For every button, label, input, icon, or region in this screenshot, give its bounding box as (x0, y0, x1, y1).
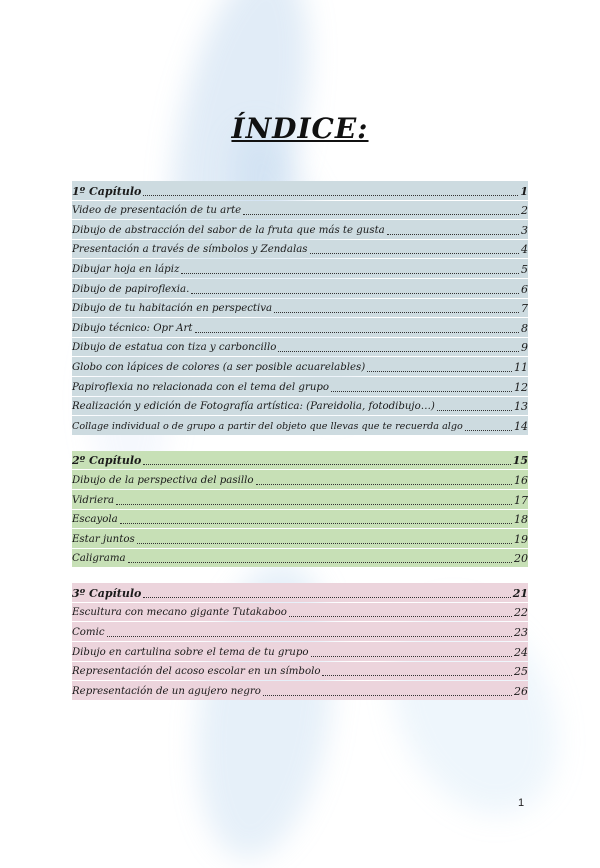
entry-page: 17 (514, 493, 528, 507)
section-heading[interactable] (72, 451, 528, 470)
entry-label: Collage individual o de grupo a partir del objeto que llevas que te recuerda algo (72, 420, 463, 432)
entry-label: Representación de un agujero negro (72, 685, 261, 697)
dot-leader (195, 331, 520, 333)
entry-label: Dibujo de estatua con tiza y carboncillo (72, 342, 277, 354)
toc-entry[interactable] (72, 357, 528, 376)
toc-entry[interactable] (72, 622, 528, 641)
dot-leader (137, 542, 512, 544)
toc-entry[interactable] (72, 220, 528, 239)
dot-leader (263, 694, 512, 696)
entry-page: 8 (521, 321, 528, 335)
toc-entry[interactable] (72, 318, 528, 337)
entry-page: 2 (521, 204, 528, 218)
toc-entry[interactable] (72, 529, 528, 548)
dot-leader (128, 561, 512, 563)
entry-page: 4 (521, 243, 528, 257)
dot-leader (331, 390, 512, 392)
entry-label: Comic (72, 627, 105, 639)
dot-leader (278, 350, 519, 352)
entry-label: Representación del acoso escolar en un símbolo (72, 666, 321, 678)
toc-entry[interactable] (72, 240, 528, 259)
toc-entry[interactable] (72, 397, 528, 416)
toc-entry[interactable] (72, 470, 528, 489)
section-heading[interactable] (72, 181, 528, 200)
entry-page: 18 (514, 513, 528, 527)
entry-page: 21 (512, 586, 528, 600)
entry-page: 20 (514, 552, 528, 566)
entry-label: Escultura con mecano gigante Tutakaboo (72, 607, 287, 619)
entry-page: 22 (514, 606, 528, 620)
entry-page: 12 (514, 380, 528, 394)
dot-leader (310, 252, 519, 254)
entry-page: 13 (514, 400, 528, 414)
entry-label: Dibujo de abstracción del sabor de la fruta que más te gusta (72, 224, 385, 236)
dot-leader (367, 370, 512, 372)
dot-leader (181, 272, 519, 274)
entry-label: Dibujo en cartulina sobre el tema de tu grupo (72, 646, 309, 658)
dot-leader (143, 596, 510, 598)
dot-leader (437, 409, 512, 411)
toc-entry[interactable] (72, 549, 528, 568)
toc-entry[interactable] (72, 338, 528, 357)
entry-label: 3º Capítulo (72, 586, 142, 600)
entry-label: Dibujar hoja en lápiz (72, 263, 180, 275)
entry-label: Caligrama (72, 553, 126, 565)
section-1 (72, 181, 528, 435)
entry-page: 11 (514, 360, 528, 374)
page-title: ÍNDICE: (231, 112, 369, 145)
entry-label: Globo con lápices de colores (a ser posible acuarelables) (72, 361, 366, 373)
entry-page: 26 (514, 684, 528, 698)
entry-label: Papiroflexia no relacionada con el tema del grupo (72, 381, 330, 393)
entry-label: Video de presentación de tu arte (72, 205, 242, 217)
entry-page: 1 (520, 184, 528, 198)
toc-entry[interactable] (72, 377, 528, 396)
entry-page: 15 (512, 454, 528, 468)
entry-label: Presentación a través de símbolos y Zendalas (72, 244, 308, 256)
table-of-contents (72, 181, 528, 714)
entry-label: Escayola (72, 514, 118, 526)
entry-page: 7 (521, 302, 528, 316)
dot-leader (289, 615, 512, 617)
entry-label: Dibujo de papiroflexia. (72, 283, 190, 295)
entry-label: Dibujo de la perspectiva del pasillo (72, 474, 254, 486)
dot-leader (274, 311, 519, 313)
entry-page: 16 (514, 473, 528, 487)
entry-label: Vidriera (72, 494, 115, 506)
toc-entry[interactable] (72, 642, 528, 661)
entry-page: 6 (521, 282, 528, 296)
page-number: 1 (518, 797, 525, 809)
entry-page: 23 (514, 626, 528, 640)
dot-leader (116, 503, 512, 505)
toc-entry[interactable] (72, 299, 528, 318)
entry-label: 2º Capítulo (72, 454, 142, 468)
section-heading[interactable] (72, 583, 528, 602)
entry-page: 24 (514, 645, 528, 659)
toc-entry[interactable] (72, 201, 528, 220)
dot-leader (243, 213, 519, 215)
toc-entry[interactable] (72, 681, 528, 700)
dot-leader (322, 674, 512, 676)
dot-leader (387, 233, 519, 235)
toc-entry[interactable] (72, 279, 528, 298)
toc-entry[interactable] (72, 490, 528, 509)
entry-page: 25 (514, 665, 528, 679)
dot-leader (120, 522, 512, 524)
dot-leader (191, 292, 519, 294)
entry-page: 3 (521, 223, 528, 237)
entry-label: Realización y edición de Fotografía artística: (Pareidolia, fotodibujo…) (72, 401, 435, 413)
entry-label: 1º Capítulo (72, 184, 142, 198)
entry-label: Dibujo técnico: Opr Art (72, 322, 193, 334)
entry-label: Dibujo de tu habitación en perspectiva (72, 303, 273, 315)
dot-leader (143, 463, 510, 465)
dot-leader (107, 635, 512, 637)
entry-label: Estar juntos (72, 533, 135, 545)
section-2 (72, 451, 528, 568)
toc-entry[interactable] (72, 416, 528, 435)
toc-entry[interactable] (72, 603, 528, 622)
entry-page: 5 (521, 262, 528, 276)
dot-leader (143, 194, 518, 196)
toc-entry[interactable] (72, 510, 528, 529)
section-3 (72, 583, 528, 700)
dot-leader (465, 429, 512, 431)
toc-entry[interactable] (72, 259, 528, 278)
entry-page: 9 (521, 341, 528, 355)
entry-page: 19 (514, 532, 528, 546)
toc-entry[interactable] (72, 662, 528, 681)
entry-page: 14 (514, 419, 528, 433)
dot-leader (256, 483, 513, 485)
dot-leader (311, 655, 513, 657)
